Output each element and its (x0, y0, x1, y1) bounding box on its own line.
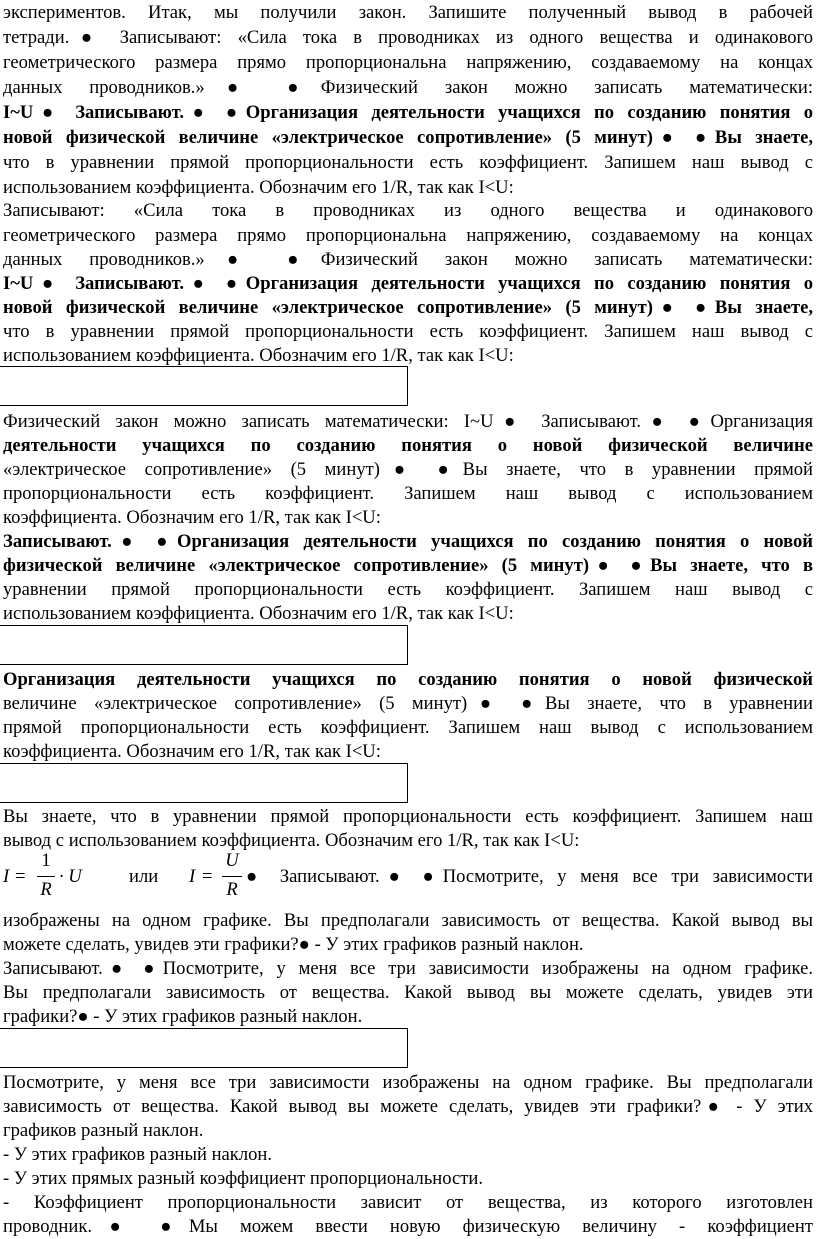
text-line: вывод с использованием коэффициента. Обозначим его 1/R, так как I<U: (3, 830, 580, 851)
text-line: I~U● Записывают.● ●Организация деятельности учащихся по созданию понятия о (3, 102, 813, 123)
text-line: графиков разный наклон. (3, 1120, 204, 1141)
text-line: изображены на одном графике. Вы предполагали зависимость от вещества. Какой вывод вы (3, 910, 813, 931)
text-line: коэффициента. Обозначим его 1/R, так как I<U: (3, 507, 381, 528)
text-line: коэффициента. Обозначим его 1/R, так как I<U: (3, 741, 381, 762)
text-line: Вы знаете, что в уравнении прямой пропорциональности есть коэффициент. Запишем наш (3, 806, 813, 827)
empty-box (0, 366, 408, 406)
text-line: что в уравнении прямой пропорциональности есть коэффициент. Запишем наш вывод с (3, 152, 813, 173)
formula-right-num: U (225, 850, 239, 871)
text-line: прямой пропорциональности есть коэффициент. Запишем наш вывод с использованием (3, 717, 813, 738)
formula-trail: ● Записывают.● ●Посмотрите, у меня все три зависимости (246, 866, 813, 887)
fraction-bar (37, 876, 55, 877)
formula-line (3, 850, 813, 908)
formula-left-i: I (3, 866, 10, 887)
fraction-bar (222, 876, 242, 877)
text-line: геометрического размера прямо пропорциональна напряжению, создаваемому на концах (3, 52, 813, 73)
text-line: «электрическое сопротивление» (5 минут)● ●Вы знаете, что в уравнении прямой (3, 459, 813, 480)
formula-left-eq: = (15, 866, 26, 887)
empty-box (0, 625, 408, 665)
text-line: пропорциональности есть коэффициент. Запишем наш вывод с использованием (3, 483, 813, 504)
text-line: деятельности учащихся по созданию понятия о новой физической величине (3, 435, 813, 456)
text-line: использованием коэффициента. Обозначим его 1/R, так как I<U: (3, 345, 514, 366)
text-line: новой физической величине «электрическое сопротивление» (5 минут)● ●Вы знаете, (3, 127, 813, 148)
formula-right-eq: = (202, 866, 213, 887)
text-line: Вы предполагали зависимость от вещества. Какой вывод вы можете сделать, увидев эти (3, 982, 813, 1003)
formula-or: или (129, 866, 159, 887)
empty-box (0, 763, 408, 803)
text-line: I~U● Записывают.● ●Организация деятельности учащихся по созданию понятия о (3, 273, 813, 294)
text-line: тетради.● Записывают: «Сила тока в проводниках из одного вещества и одинакового (3, 27, 813, 48)
text-line: использованием коэффициента. Обозначим его 1/R, так как I<U: (3, 177, 514, 198)
formula-left-tail: · U (59, 866, 82, 887)
text-line: физической величине «электрическое сопротивление» (5 минут)● ●Вы знаете, что в (3, 555, 813, 576)
text-line: данных проводников.»● ●Физический закон можно записать математически: (3, 249, 813, 270)
text-line: Записывают: «Сила тока в проводниках из одного вещества и одинакового (3, 200, 813, 221)
formula-right-i: I (189, 866, 196, 887)
empty-box (0, 1028, 408, 1068)
text-line: использованием коэффициента. Обозначим его 1/R, так как I<U: (3, 603, 514, 624)
text-line: Записывают.● ●Посмотрите, у меня все три зависимости изображены на одном графике. (3, 958, 813, 979)
text-line: Физический закон можно записать математически: I~U● Записывают.● ●Организация (3, 411, 813, 432)
text-line: новой физической величине «электрическое сопротивление» (5 минут)● ●Вы знаете, (3, 297, 813, 318)
text-line: геометрического размера прямо пропорциональна напряжению, создаваемому на концах (3, 225, 813, 246)
formula-left-den: R (40, 879, 52, 900)
text-line: - Коэффициент пропорциональности зависит от вещества, из которого изготовлен (3, 1192, 813, 1213)
formula-right-den: R (226, 879, 238, 900)
text-line: Организация деятельности учащихся по созданию понятия о новой физической (3, 669, 813, 690)
text-line: - У этих графиков разный наклон. (3, 1144, 272, 1165)
formula-left-num: 1 (41, 850, 51, 871)
text-line: уравнении прямой пропорциональности есть коэффициент. Запишем наш вывод с (3, 579, 813, 600)
text-line: зависимость от вещества. Какой вывод вы можете сделать, увидев эти графики?● - У этих (3, 1096, 813, 1117)
text-line: данных проводников.»● ●Физический закон можно записать математически: (3, 77, 813, 98)
text-line: - У этих прямых разный коэффициент пропорциональности. (3, 1168, 483, 1189)
text-line: графики?● - У этих графиков разный наклон. (3, 1006, 363, 1027)
text-line: экспериментов. Итак, мы получили закон. Запишите полученный вывод в рабочей (3, 2, 813, 23)
text-line: величине «электрическое сопротивление» (5 минут)● ●Вы знаете, что в уравнении (3, 693, 813, 714)
text-line: Посмотрите, у меня все три зависимости изображены на одном графике. Вы предполагали (3, 1072, 813, 1093)
text-line: проводник.● ●Мы можем ввести новую физическую величину - коэффициент (3, 1216, 813, 1237)
text-line: можете сделать, увидев эти графики?● - У этих графиков разный наклон. (3, 934, 584, 955)
text-line: что в уравнении прямой пропорциональности есть коэффициент. Запишем наш вывод с (3, 321, 813, 342)
text-line: Записывают.● ●Организация деятельности учащихся по созданию понятия о новой (3, 531, 813, 552)
